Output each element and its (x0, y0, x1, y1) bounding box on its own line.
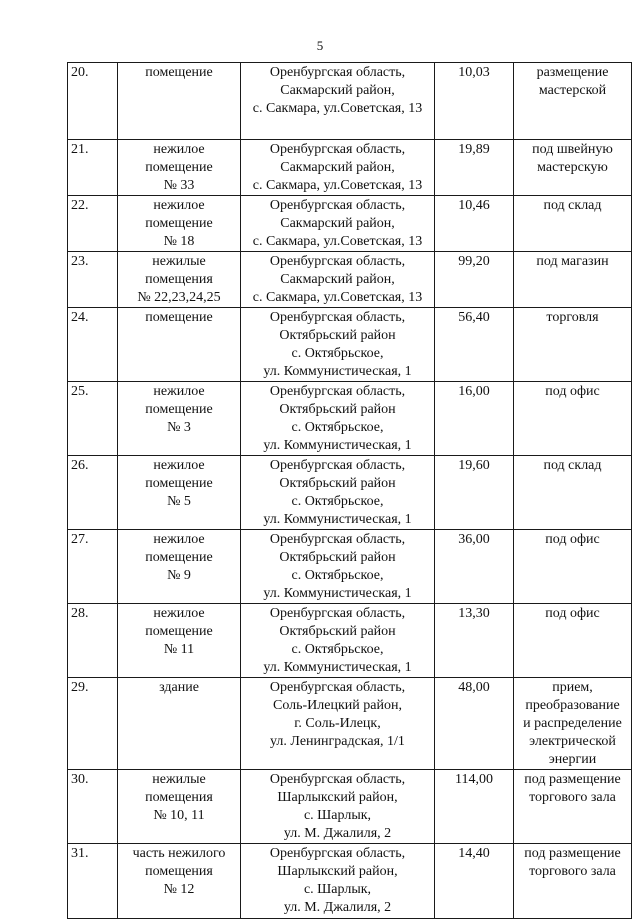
object-name-cell-line: часть нежилого (132, 846, 226, 861)
object-name-cell-line: № 12 (163, 882, 195, 897)
object-name-cell-line: помещения (145, 790, 213, 805)
address-cell-line: Октябрьский район (279, 402, 396, 417)
row-number-cell: 24. (68, 308, 118, 382)
address-cell-line: Сакмарский район, (280, 272, 395, 287)
purpose-cell-line: прием, (552, 680, 593, 695)
table-row (68, 63, 632, 140)
address-cell-line: Оренбургская область, (269, 65, 406, 80)
object-name-cell-line: нежилые (152, 772, 206, 787)
address-cell (241, 530, 435, 604)
object-name-cell-line: здание (159, 680, 199, 695)
address-cell-line: ул. Коммунистическая, 1 (263, 512, 412, 527)
address-cell-line: Октябрьский район (279, 476, 396, 491)
object-name-cell-line: помещения (145, 864, 213, 879)
object-name-cell-line: помещение (145, 476, 213, 491)
area-cell: 48,00 (435, 678, 514, 770)
purpose-cell-line: под размещение (524, 846, 621, 861)
purpose-cell-line: под размещение (524, 772, 621, 787)
address-cell-line: Оренбургская область, (269, 254, 406, 269)
address-cell-line: с. Октябрьское, (291, 568, 384, 583)
row-number-cell: 22. (68, 196, 118, 252)
object-name-cell-line: помещение (145, 65, 213, 80)
address-cell-line: ул. Коммунистическая, 1 (263, 660, 412, 675)
row-number-cell: 31. (68, 844, 118, 919)
address-cell-line: Шарлыкский район, (277, 864, 398, 879)
address-cell (241, 678, 435, 770)
purpose-cell (514, 382, 632, 456)
address-cell-line: Сакмарский район, (280, 216, 395, 231)
property-table (67, 62, 632, 919)
object-name-cell-line: № 11 (163, 642, 195, 657)
object-name-cell (118, 196, 241, 252)
object-name-cell (118, 456, 241, 530)
table-row (68, 770, 632, 844)
row-number-cell: 29. (68, 678, 118, 770)
purpose-cell-line: мастерской (538, 83, 607, 98)
object-name-cell (118, 63, 241, 140)
area-cell: 36,00 (435, 530, 514, 604)
object-name-cell (118, 770, 241, 844)
address-cell-line: г. Соль-Илецк, (294, 716, 381, 731)
object-name-cell-line: № 10, 11 (153, 808, 205, 823)
purpose-cell (514, 844, 632, 919)
address-cell-line: с. Сакмара, ул.Советская, 13 (252, 234, 423, 249)
object-name-cell (118, 308, 241, 382)
address-cell-line: Октябрьский район (279, 328, 396, 343)
address-cell-line: Оренбургская область, (269, 310, 406, 325)
table-row (68, 678, 632, 770)
purpose-cell-line: под офис (545, 384, 600, 399)
address-cell-line: Сакмарский район, (280, 83, 395, 98)
object-name-cell (118, 140, 241, 196)
purpose-cell-line: преобразование (525, 698, 620, 713)
purpose-cell-line: под офис (545, 606, 600, 621)
object-name-cell (118, 382, 241, 456)
address-cell-line: Октябрьский район (279, 624, 396, 639)
purpose-cell-line: под магазин (536, 254, 609, 269)
address-cell (241, 844, 435, 919)
purpose-cell (514, 770, 632, 844)
object-name-cell-line: помещение (145, 310, 213, 325)
address-cell (241, 63, 435, 140)
purpose-cell (514, 604, 632, 678)
table-row (68, 196, 632, 252)
object-name-cell (118, 530, 241, 604)
object-name-cell-line: помещения (145, 272, 213, 287)
address-cell-line: с. Октябрьское, (291, 494, 384, 509)
row-number-cell: 27. (68, 530, 118, 604)
address-cell-line: Сакмарский район, (280, 160, 395, 175)
area-cell: 19,89 (435, 140, 514, 196)
area-cell: 10,03 (435, 63, 514, 140)
area-cell: 114,00 (435, 770, 514, 844)
address-cell-line: Оренбургская область, (269, 772, 406, 787)
address-cell (241, 770, 435, 844)
area-cell: 13,30 (435, 604, 514, 678)
object-name-cell (118, 678, 241, 770)
object-name-cell-line: № 3 (167, 420, 191, 435)
area-cell: 19,60 (435, 456, 514, 530)
object-name-cell-line: помещение (145, 624, 213, 639)
object-name-cell-line: № 18 (163, 234, 195, 249)
address-cell-line: с. Шарлык, (303, 808, 372, 823)
object-name-cell-line: помещение (145, 216, 213, 231)
address-cell-line: с. Сакмара, ул.Советская, 13 (252, 101, 423, 116)
row-number-cell: 26. (68, 456, 118, 530)
area-cell: 99,20 (435, 252, 514, 308)
object-name-cell-line: нежилое (153, 198, 205, 213)
purpose-cell-line: торговля (546, 310, 599, 325)
address-cell-line: Оренбургская область, (269, 458, 406, 473)
address-cell (241, 252, 435, 308)
purpose-cell-line: под офис (545, 532, 600, 547)
purpose-cell (514, 530, 632, 604)
address-cell (241, 604, 435, 678)
address-cell-line: Оренбургская область, (269, 680, 406, 695)
purpose-cell (514, 196, 632, 252)
address-cell-line: Соль-Илецкий район, (273, 698, 402, 713)
table-row (68, 140, 632, 196)
address-cell (241, 382, 435, 456)
table-row (68, 844, 632, 919)
address-cell-line: ул. Коммунистическая, 1 (263, 364, 412, 379)
purpose-cell-line: под швейную (532, 142, 613, 157)
address-cell-line: Оренбургская область, (269, 846, 406, 861)
object-name-cell-line: нежилое (153, 384, 205, 399)
address-cell-line: ул. М. Джалиля, 2 (283, 826, 392, 841)
table-row (68, 308, 632, 382)
purpose-cell-line: торгового зала (529, 864, 616, 879)
address-cell (241, 308, 435, 382)
purpose-cell (514, 140, 632, 196)
object-name-cell-line: № 5 (167, 494, 191, 509)
address-cell-line: с. Шарлык, (303, 882, 372, 897)
object-name-cell-line: нежилые (152, 254, 206, 269)
purpose-cell-line: под склад (543, 198, 602, 213)
area-cell: 10,46 (435, 196, 514, 252)
area-cell: 16,00 (435, 382, 514, 456)
address-cell-line: ул. Коммунистическая, 1 (263, 586, 412, 601)
purpose-cell (514, 308, 632, 382)
purpose-cell-line: торгового зала (529, 790, 616, 805)
area-cell: 14,40 (435, 844, 514, 919)
row-number-cell: 20. (68, 63, 118, 140)
object-name-cell-line: нежилое (153, 532, 205, 547)
address-cell-line: с. Октябрьское, (291, 346, 384, 361)
address-cell-line: с. Октябрьское, (291, 642, 384, 657)
object-name-cell (118, 844, 241, 919)
object-name-cell (118, 604, 241, 678)
object-name-cell-line: № 9 (167, 568, 191, 583)
row-number-cell: 30. (68, 770, 118, 844)
object-name-cell-line: № 22,23,24,25 (137, 290, 221, 305)
row-number-cell: 21. (68, 140, 118, 196)
table-row (68, 252, 632, 308)
object-name-cell-line: № 33 (163, 178, 195, 193)
purpose-cell-line: мастерскую (537, 160, 608, 175)
purpose-cell (514, 63, 632, 140)
address-cell-line: с. Октябрьское, (291, 420, 384, 435)
table-row (68, 382, 632, 456)
object-name-cell-line: нежилое (153, 606, 205, 621)
purpose-cell (514, 456, 632, 530)
table-row (68, 530, 632, 604)
purpose-cell (514, 252, 632, 308)
address-cell-line: с. Сакмара, ул.Советская, 13 (252, 178, 423, 193)
object-name-cell (118, 252, 241, 308)
row-number-cell: 25. (68, 382, 118, 456)
page-number: 5 (316, 38, 324, 53)
address-cell-line: ул. М. Джалиля, 2 (283, 900, 392, 915)
address-cell-line: Оренбургская область, (269, 532, 406, 547)
purpose-cell (514, 678, 632, 770)
address-cell-line: Оренбургская область, (269, 384, 406, 399)
row-number-cell: 28. (68, 604, 118, 678)
object-name-cell-line: помещение (145, 160, 213, 175)
address-cell (241, 456, 435, 530)
purpose-cell-line: энергии (548, 752, 597, 767)
address-cell-line: Оренбургская область, (269, 142, 406, 157)
object-name-cell-line: нежилое (153, 142, 205, 157)
address-cell-line: Октябрьский район (279, 550, 396, 565)
area-cell: 56,40 (435, 308, 514, 382)
purpose-cell-line: и распределение (523, 716, 622, 731)
address-cell (241, 140, 435, 196)
purpose-cell-line: под склад (543, 458, 602, 473)
address-cell-line: ул. Ленинградская, 1/1 (270, 734, 405, 749)
address-cell-line: Оренбургская область, (269, 606, 406, 621)
purpose-cell-line: электрической (529, 734, 616, 749)
address-cell-line: Оренбургская область, (269, 198, 406, 213)
address-cell-line: ул. Коммунистическая, 1 (263, 438, 412, 453)
address-cell-line: с. Сакмара, ул.Советская, 13 (252, 290, 423, 305)
object-name-cell-line: нежилое (153, 458, 205, 473)
table-row (68, 456, 632, 530)
address-cell (241, 196, 435, 252)
object-name-cell-line: помещение (145, 550, 213, 565)
purpose-cell-line: размещение (536, 65, 609, 80)
row-number-cell: 23. (68, 252, 118, 308)
object-name-cell-line: помещение (145, 402, 213, 417)
table-row (68, 604, 632, 678)
address-cell-line: Шарлыкский район, (277, 790, 398, 805)
